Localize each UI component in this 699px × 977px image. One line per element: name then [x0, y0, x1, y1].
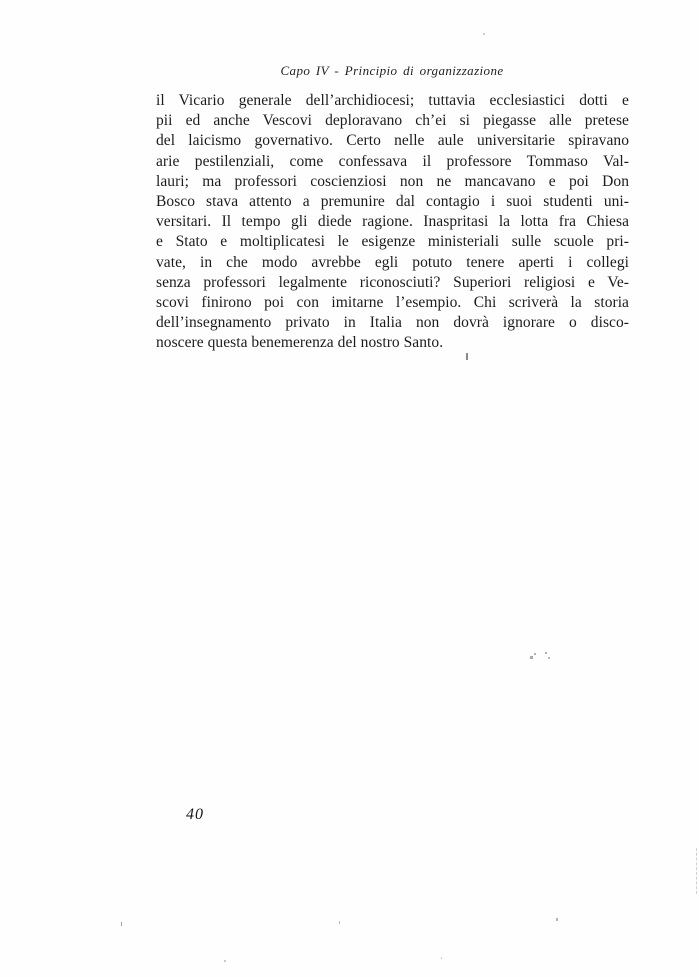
- body-line: dell’insegnamento privato in Italia non dovrà ignorare o disco-: [156, 314, 629, 332]
- scan-speck: [556, 918, 558, 921]
- body-line: del laicismo governativo. Certo nelle aule universitarie spiravano: [156, 132, 629, 150]
- body-line: il Vicario generale dell’archidiocesi; tuttavia ecclesiastici dotti e: [156, 92, 629, 109]
- body-line: vate, in che modo avrebbe egli potuto tenere aperti i collegi: [156, 253, 629, 271]
- body-paragraph: [156, 91, 629, 354]
- body-line: arie pestilenziali, come confessava il professore Tommaso Val-: [156, 152, 629, 170]
- scan-speck: [466, 353, 468, 360]
- scan-speck: [534, 653, 536, 655]
- scan-speck: [339, 921, 340, 924]
- body-line: senza professori legalmente riconosciuti? Superiori religiosi e Ve-: [156, 273, 629, 291]
- page-number: 40: [186, 806, 204, 823]
- scan-speck: [548, 657, 550, 659]
- scan-speck: [224, 960, 226, 962]
- scan-speck: [121, 922, 122, 926]
- scan-speck: [441, 957, 442, 959]
- scan-speck: [545, 652, 547, 654]
- body-line: e Stato e moltiplicatesi le esigenze ministeriali sulle scuole pri-: [156, 233, 629, 251]
- running-header: Capo IV - Principio di organizzazione: [280, 63, 504, 78]
- scan-edge-artifact: [696, 848, 698, 894]
- scan-speck: [530, 656, 533, 659]
- body-line: Bosco stava attento a premunire dal contagio i suoi studenti uni-: [156, 193, 629, 211]
- body-line: pii ed anche Vescovi deploravano ch’ei si piegasse alle pretese: [156, 112, 629, 130]
- body-line: scovi finirono poi con imitarne l’esempio. Chi scriverà la storia: [156, 294, 629, 312]
- body-line: lauri; ma professori coscienziosi non ne mancavano e poi Don: [156, 172, 629, 190]
- scan-speck: [483, 33, 485, 35]
- body-line: versitari. Il tempo gli diede ragione. Inaspritasi la lotta fra Chiesa: [156, 213, 629, 231]
- body-line: noscere questa benemerenza del nostro Santo.: [156, 334, 444, 352]
